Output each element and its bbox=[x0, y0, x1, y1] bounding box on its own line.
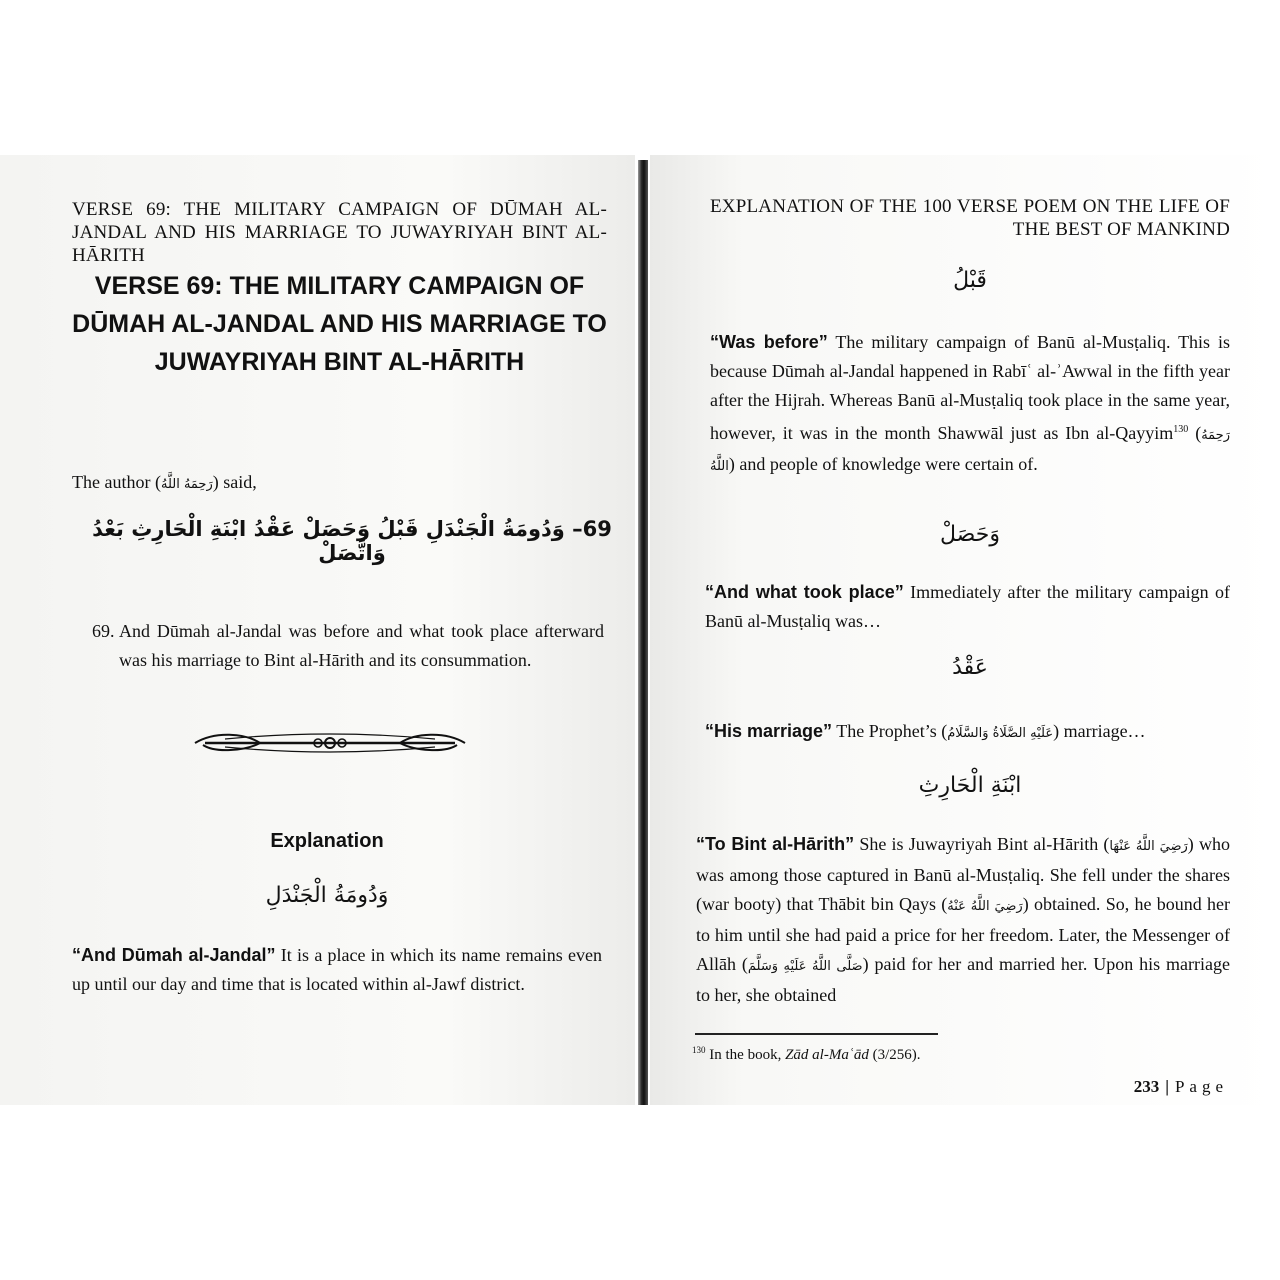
term-label-bint-harith: “To Bint al-Hārith” bbox=[696, 834, 855, 854]
term-text-bint-harith-b: ) who was among those captured in Banū al-Musṭaliq. She fell under the shares (war booty) that Thābit bin Qays ( bbox=[696, 834, 1230, 914]
term-arabic-bint-harith: ابْنَةِ الْحَارِثِ bbox=[918, 773, 1022, 798]
page-number-value: 233 bbox=[1133, 1077, 1160, 1096]
term-text-was-before-a: The military campaign of Banū al-Musṭaliq. This is because Dūmah al-Jandal happened in Rabīʿ al-ʾAwwal in the fifth year after the Hijrah. Whereas Banū al-Musṭaliq took place in the same year, however, it was in the month Shawwāl just as Ibn al-Qayyim bbox=[710, 332, 1231, 443]
footnote-number: 130 bbox=[692, 1045, 706, 1055]
term-text-bint-harith-a: She is Juwayriyah Bint al-Hārith ( bbox=[854, 834, 1110, 854]
paragraph-what-took-place bbox=[705, 578, 1230, 636]
paragraph-dumah bbox=[72, 941, 602, 999]
author-said-prefix: The author ( bbox=[72, 472, 161, 492]
paragraph-was-before: “Was before” The military campaign of Banū al-Musṭaliq. This is because Dūmah al-Jandal happened in Rabīʿ al-ʾAwwal in the fifth year after the Hijrah. Whereas Banū al-Musṭaliq took place in the same year, however, it was in the month Shawwāl just as Ibn al-Qayyim$^{130}$ (رَحِمَهُ اللَّهُ) and people of knowledge were certain of. bbox=[710, 332, 1231, 474]
term-arabic-qabl: قَبْلُ bbox=[953, 268, 987, 293]
left-page bbox=[0, 155, 635, 1105]
paragraph-bint-harith bbox=[696, 830, 1230, 1010]
term-label-his-marriage: “His marriage” bbox=[705, 721, 833, 741]
page-number bbox=[1134, 1077, 1228, 1097]
footnote-prefix: In the book, bbox=[705, 1047, 786, 1063]
left-running-head: VERSE 69: THE MILITARY CAMPAIGN OF DŪMAH AL-JANDAL AND HIS MARRIAGE TO JUWAYRIYAH BINT AL-HĀRITH bbox=[72, 199, 607, 266]
paragraph-his-marriage bbox=[705, 717, 1230, 748]
term-arabic-hasal: وَحَصَلْ bbox=[940, 522, 1000, 547]
verse-number: 69. bbox=[92, 621, 115, 641]
book-spine bbox=[638, 160, 648, 1105]
footnote-suffix: (3/256). bbox=[868, 1047, 921, 1063]
term-label-what-took-place: “And what took place” bbox=[705, 582, 904, 602]
term-arabic-dumah: وَدُومَةُ الْجَنْدَلِ bbox=[265, 883, 389, 908]
page-number-separator: | bbox=[1165, 1077, 1169, 1096]
footnote-book-title: Zād al-Maʿād bbox=[785, 1047, 869, 1063]
term-label-was-before: “Was before” bbox=[710, 332, 828, 352]
author-said-suffix: ) said, bbox=[212, 472, 257, 492]
term-arabic-aqd: عَقْدُ bbox=[952, 655, 988, 680]
term-text-dumah: It is a place in which its name remains even up until our day and time that is located within al-Jawf district. bbox=[72, 945, 602, 994]
juwayriyah-honorific: رَضِيَ اللَّهُ عَنْهَا bbox=[1109, 839, 1188, 854]
term-text-bint-harith-c: ) obtained. So, he bound her to him until she had paid a price for her freedom. Later, the Messenger of Allāh ( bbox=[696, 894, 1230, 974]
thabit-honorific: رَضِيَ اللَّهُ عَنْهُ bbox=[947, 899, 1023, 914]
verse-arabic: 69– وَدُومَةُ الْجَنْدَلِ قَبْلُ وَحَصَلْ عَقْدُ ابْنَةِ الْحَارِثِ بَعْدُ وَاتَّصَلْ bbox=[92, 517, 612, 565]
right-page bbox=[650, 155, 1280, 1105]
chapter-title: VERSE 69: THE MILITARY CAMPAIGN OF DŪMAH AL-JANDAL AND HIS MARRIAGE TO JUWAYRIYAH BINT AL-HĀRITH bbox=[72, 272, 607, 376]
ibn-qayyim-honorific: رَحِمَهُ اللَّهُ bbox=[710, 428, 1230, 474]
prophet-honorific: عَلَيْهِ الصَّلَاةُ وَالسَّلَامُ bbox=[947, 726, 1054, 741]
author-said-line bbox=[72, 468, 257, 499]
ornament-divider-icon bbox=[185, 725, 475, 761]
verse-translation: And Dūmah al-Jandal was before and what took place afterward was his marriage to Bint al-Hārith and its consummation. bbox=[119, 621, 604, 670]
footnote bbox=[692, 1045, 921, 1064]
term-text-his-marriage-a: The Prophet’s ( bbox=[832, 721, 948, 741]
verse-translation-block bbox=[92, 617, 604, 675]
footnote-ref: 130 bbox=[1173, 424, 1189, 435]
term-text-his-marriage-b: ) marriage… bbox=[1053, 721, 1146, 741]
right-running-head-line2: THE BEST OF MANKIND bbox=[1012, 219, 1230, 240]
page-label: Page bbox=[1174, 1077, 1228, 1096]
footnote-divider bbox=[695, 1033, 938, 1035]
term-text-bint-harith-d: ) paid for her and married her. Upon his marriage to her, she obtained bbox=[696, 954, 1231, 1005]
messenger-honorific: صَلَّى اللَّهُ عَلَيْهِ وَسَلَّمَ bbox=[747, 959, 863, 974]
right-running-head bbox=[710, 195, 1230, 241]
author-honorific: رَحِمَهُ اللَّهُ bbox=[160, 477, 213, 492]
term-text-was-before-b: and people of knowledge were certain of. bbox=[734, 454, 1038, 474]
explanation-heading: Explanation bbox=[270, 830, 384, 852]
term-text-what-took-place: Immediately after the military campaign of Banū al-Musṭaliq was… bbox=[705, 582, 1230, 631]
term-label-dumah: “And Dūmah al-Jandal” bbox=[72, 945, 276, 965]
right-running-head-line1: EXPLANATION OF THE 100 VERSE POEM ON THE LIFE OF bbox=[710, 196, 1230, 217]
